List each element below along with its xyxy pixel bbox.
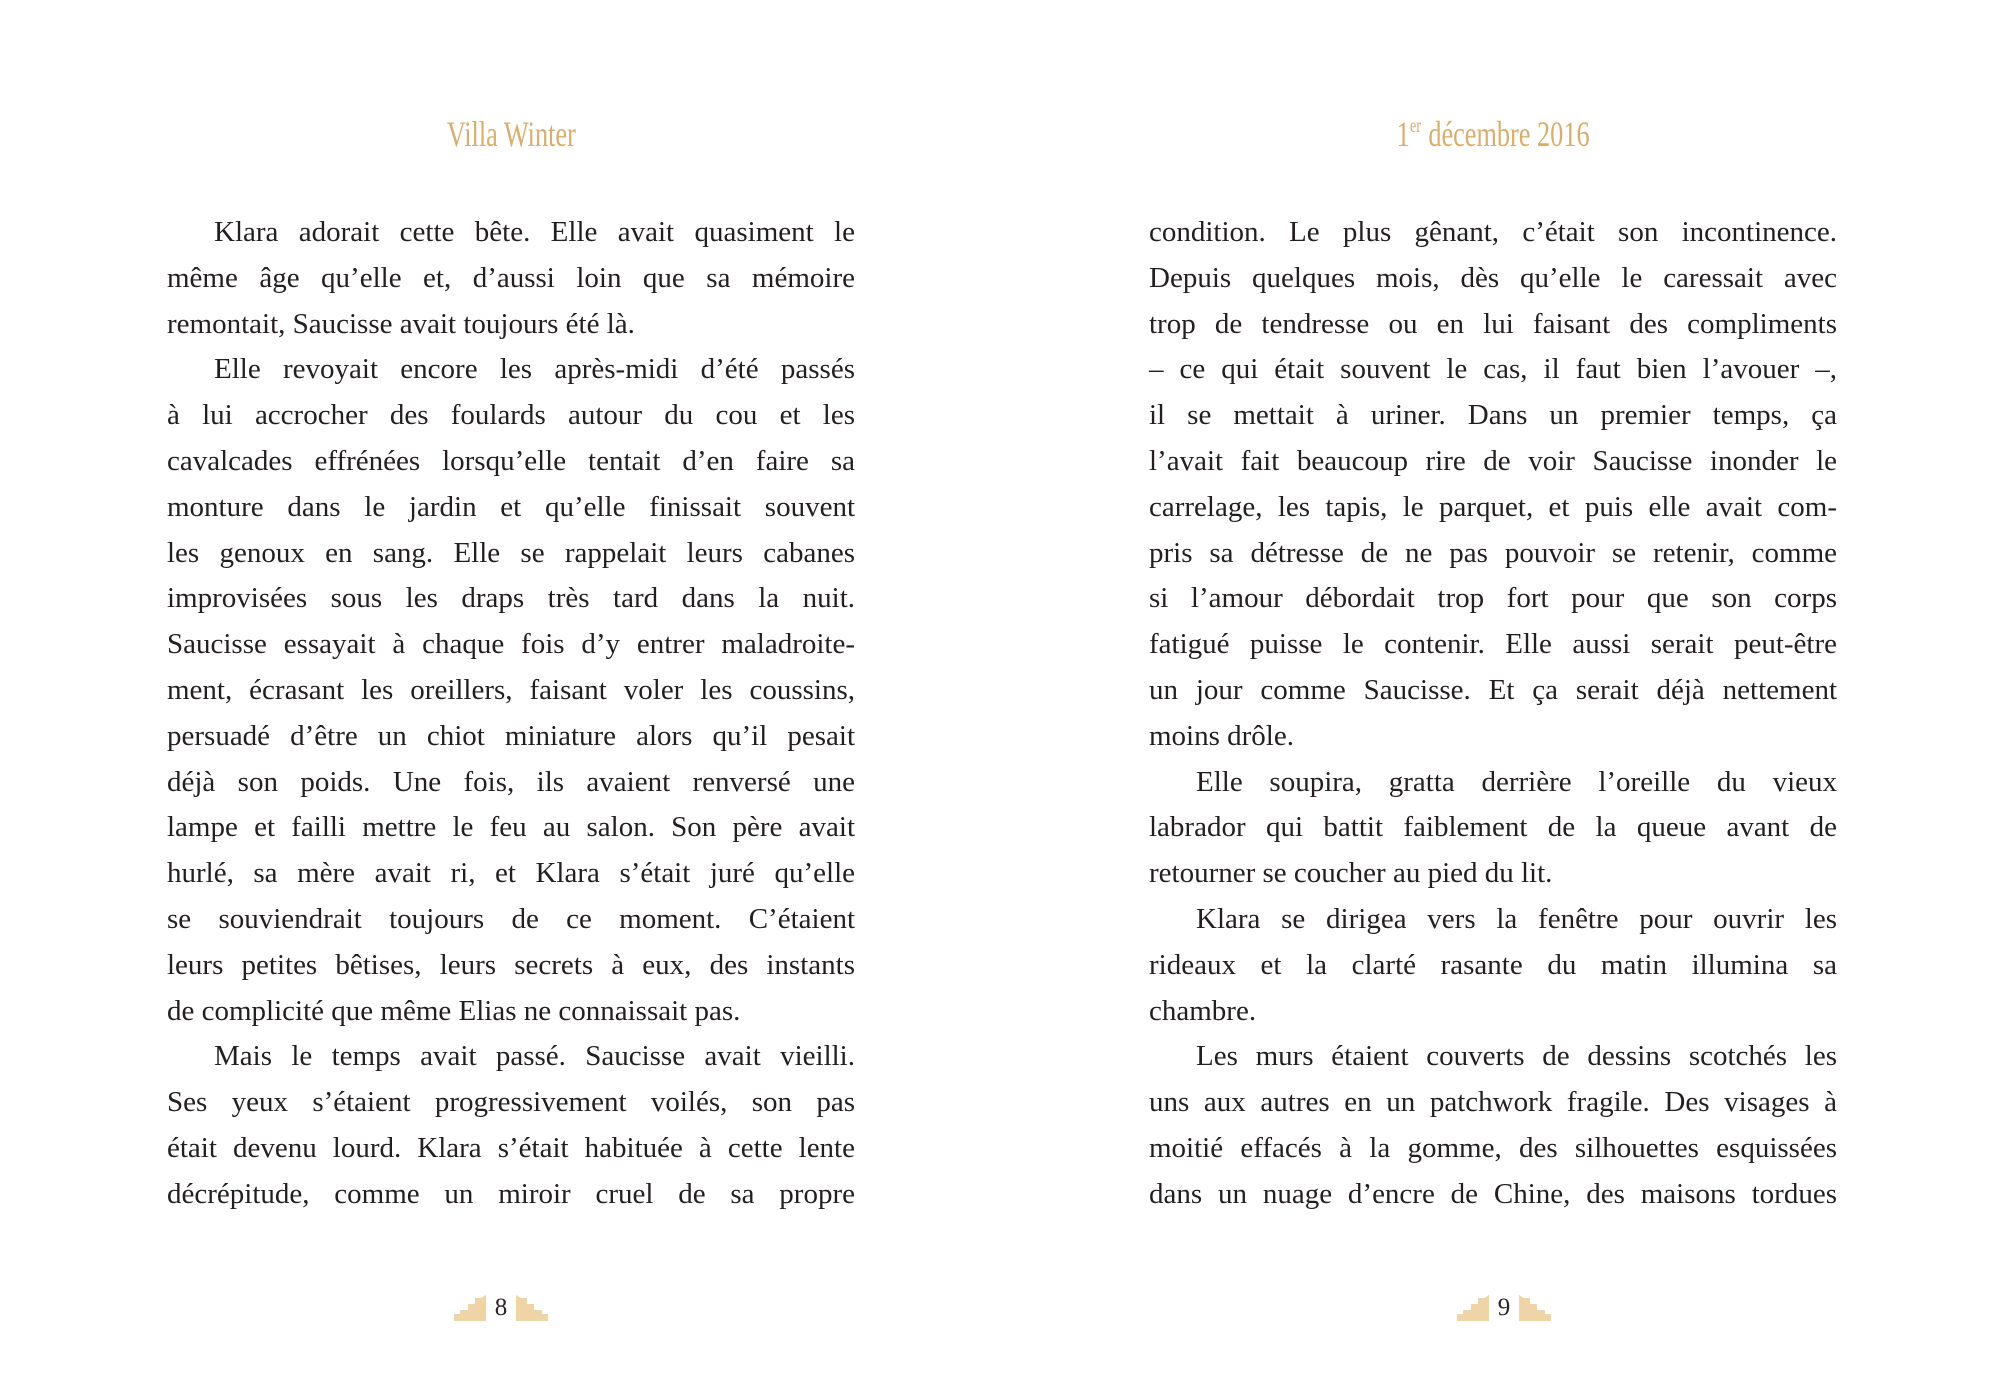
text-line: même âge qu’elle et, d’aussi loin que sa mémoire bbox=[167, 261, 855, 294]
text-line: Elle revoyait encore les après-midi d’été passés bbox=[214, 353, 855, 386]
paragraph-continued bbox=[1149, 210, 1837, 760]
running-head-text bbox=[1397, 112, 1590, 162]
date-day-superscript: er bbox=[1409, 115, 1421, 138]
stepped-ornament-right-icon bbox=[516, 1295, 548, 1321]
text-line: déjà son poids. Une fois, ils avaient renversé une bbox=[167, 765, 855, 798]
text-line: uns aux autres en un patchwork fragile. Des visages à bbox=[1149, 1086, 1837, 1119]
text-line: Depuis quelques mois, dès qu’elle le caressait avec bbox=[1149, 261, 1837, 294]
page-number: 8 bbox=[494, 1294, 508, 1321]
text-line: fatigué puisse le contenir. Elle aussi serait peut-être bbox=[1149, 628, 1837, 661]
text-line: Mais le temps avait passé. Saucisse avait vieilli. bbox=[214, 1040, 855, 1073]
text-line: rideaux et la clarté rasante du matin illumina sa bbox=[1149, 948, 1837, 981]
text-line: à lui accrocher des foulards autour du cou et les bbox=[167, 399, 855, 432]
stepped-ornament-right-icon bbox=[1519, 1295, 1551, 1321]
text-line: retourner se coucher au pied du lit. bbox=[1149, 857, 1553, 890]
text-line: était devenu lourd. Klara s’était habituée à cette lente bbox=[167, 1131, 855, 1164]
stepped-ornament-left-icon bbox=[1457, 1295, 1489, 1321]
text-line: leurs petites bêtises, leurs secrets à eux, des instants bbox=[167, 948, 855, 981]
text-line: pris sa détresse de ne pas pouvoir se retenir, comme bbox=[1149, 536, 1837, 569]
paragraph bbox=[167, 347, 855, 1034]
text-line: persuadé d’être un chiot miniature alors qu’il pesait bbox=[167, 719, 855, 752]
right-page bbox=[1000, 0, 2000, 1400]
text-line: Klara se dirigea vers la fenêtre pour ouvrir les bbox=[1196, 902, 1837, 935]
text-line: Ses yeux s’étaient progressivement voilés, son pas bbox=[167, 1086, 855, 1119]
date-day: 1 bbox=[1396, 114, 1410, 154]
paragraph bbox=[167, 210, 855, 347]
running-head-text: Villa Winter bbox=[446, 114, 576, 154]
text-line: condition. Le plus gênant, c’était son incontinence. bbox=[1149, 216, 1837, 248]
text-line: moitié effacés à la gomme, des silhouettes esquissées bbox=[1149, 1131, 1837, 1164]
paragraph bbox=[167, 1034, 855, 1217]
text-line: se souviendrait toujours de ce moment. C’étaient bbox=[167, 902, 855, 935]
text-line: cavalcades effrénées lorsqu’elle tentait d’en faire sa bbox=[167, 444, 855, 477]
date-month-year: décembre 2016 bbox=[1428, 114, 1590, 154]
text-line: moins drôle. bbox=[1149, 719, 1294, 752]
text-line: ment, écrasant les oreillers, faisant voler les coussins, bbox=[167, 673, 855, 706]
text-line: décrépitude, comme un miroir cruel de sa propre bbox=[167, 1177, 855, 1210]
text-line: – ce qui était souvent le cas, il faut bien l’avouer –, bbox=[1149, 353, 1837, 386]
text-line: de complicité que même Elias ne connaissait pas. bbox=[167, 994, 741, 1027]
text-line: remontait, Saucisse avait toujours été là. bbox=[167, 307, 635, 340]
text-line: si l’amour débordait trop fort pour que son corps bbox=[1149, 582, 1837, 615]
page-footer bbox=[1404, 1288, 1604, 1328]
text-line: improvisées sous les draps très tard dans la nuit. bbox=[167, 582, 855, 615]
text-line: chambre. bbox=[1149, 994, 1257, 1027]
text-line: labrador qui battit faiblement de la queue avant de bbox=[1149, 811, 1837, 844]
text-line: Elle soupira, gratta derrière l’oreille du vieux bbox=[1196, 765, 1837, 798]
text-line: hurlé, sa mère avait ri, et Klara s’était juré qu’elle bbox=[167, 857, 855, 890]
body-text bbox=[1149, 210, 1837, 1218]
body-text bbox=[167, 210, 855, 1218]
stepped-ornament-left-icon bbox=[454, 1295, 486, 1321]
paragraph bbox=[1149, 1034, 1837, 1217]
text-line: l’avait fait beaucoup rire de voir Saucisse inonder le bbox=[1149, 444, 1837, 477]
text-line: Les murs étaient couverts de dessins scotchés les bbox=[1196, 1040, 1837, 1073]
text-line: Saucisse essayait à chaque fois d’y entrer maladroite- bbox=[167, 628, 855, 661]
paragraph bbox=[1149, 897, 1837, 1034]
page-number: 9 bbox=[1497, 1294, 1511, 1321]
text-line: monture dans le jardin et qu’elle finissait souvent bbox=[167, 490, 855, 523]
running-head-book-title bbox=[167, 112, 855, 156]
text-line: Klara adorait cette bête. Elle avait quasiment le bbox=[214, 216, 855, 248]
text-line: lampe et failli mettre le feu au salon. Son père avait bbox=[167, 811, 855, 844]
text-line: un jour comme Saucisse. Et ça serait déjà nettement bbox=[1149, 673, 1837, 706]
text-line: trop de tendresse ou en lui faisant des compliments bbox=[1149, 307, 1837, 340]
text-line: carrelage, les tapis, le parquet, et puis elle avait com- bbox=[1149, 490, 1837, 523]
paragraph bbox=[1149, 760, 1837, 897]
text-line: les genoux en sang. Elle se rappelait leurs cabanes bbox=[167, 536, 855, 569]
page-footer bbox=[401, 1288, 601, 1328]
running-head-chapter-date bbox=[1149, 112, 1837, 162]
text-line: dans un nuage d’encre de Chine, des maisons tordues bbox=[1149, 1177, 1837, 1210]
text-line: il se mettait à uriner. Dans un premier temps, ça bbox=[1149, 399, 1837, 432]
